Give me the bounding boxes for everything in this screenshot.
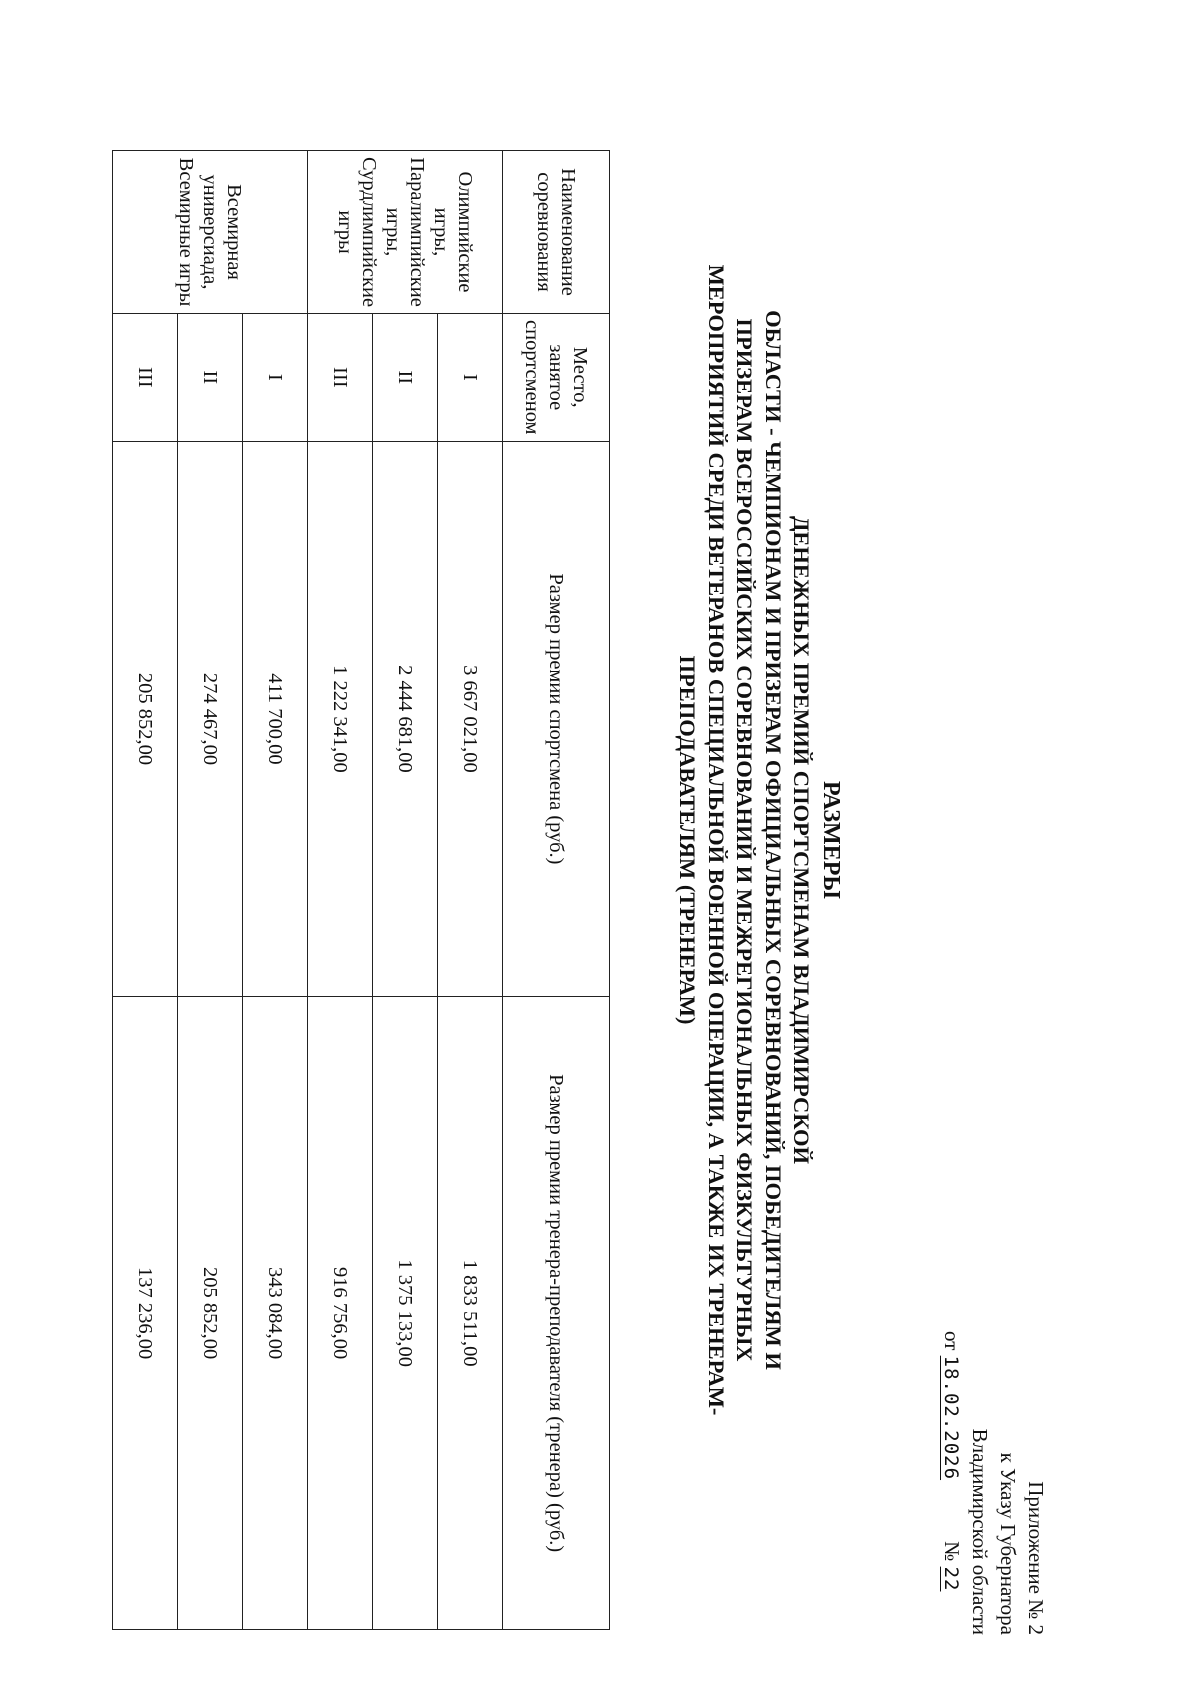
athlete-prize-cell: 3 667 021,00 xyxy=(438,441,503,997)
table-row xyxy=(243,151,308,1630)
athlete-prize-cell: 1 222 341,00 xyxy=(308,441,373,997)
coach-prize-cell: 1 375 133,00 xyxy=(373,997,438,1630)
table-row xyxy=(113,151,178,1630)
coach-prize-cell: 137 236,00 xyxy=(113,997,178,1630)
decree-number: 22 xyxy=(940,1566,962,1592)
athlete-prize-cell: 205 852,00 xyxy=(113,441,178,997)
title-line-5: МЕРОПРИЯТИЙ СРЕДИ ВЕТЕРАНОВ СПЕЦИАЛЬНОЙ ВОЕННОЙ ОПЕРАЦИИ, А ТАКЖЕ ИХ ТРЕНЕРАМ- xyxy=(704,264,729,1416)
coach-prize-cell: 916 756,00 xyxy=(308,997,373,1630)
document-title xyxy=(673,60,845,1620)
header-coach-prize: Размер премии тренера-преподавателя (тренера) (руб.) xyxy=(503,997,610,1630)
place-cell: II xyxy=(178,314,243,441)
decree-date: 18.02.2026 xyxy=(940,1355,962,1481)
competition-universiade: Всемирная универсиада, Всемирные игры xyxy=(113,151,308,314)
number-prefix: № xyxy=(940,1541,964,1562)
coach-prize-cell: 343 084,00 xyxy=(243,997,308,1630)
appendix-region: Владимирской области xyxy=(968,1428,992,1635)
header-place: Место, занятое спортсменом xyxy=(503,314,610,441)
coach-prize-cell: 205 852,00 xyxy=(178,997,243,1630)
appendix-decree: к Указу Губернатора xyxy=(996,1452,1020,1635)
decree-date-line xyxy=(937,1305,966,1635)
date-prefix: от xyxy=(940,1331,964,1351)
place-cell: I xyxy=(243,314,308,441)
appendix-number: Приложение № 2 xyxy=(1024,1481,1048,1635)
table-row xyxy=(308,151,373,1630)
title-line-6: ПРЕПОДАВАТЕЛЯМ (ТРЕНЕРАМ) xyxy=(675,655,701,1025)
table-row xyxy=(178,151,243,1630)
place-cell: II xyxy=(373,314,438,441)
place-cell: I xyxy=(438,314,503,441)
header-athlete-prize: Размер премии спортсмена (руб.) xyxy=(503,441,610,997)
table-row xyxy=(373,151,438,1630)
table-header-row xyxy=(503,151,610,1630)
place-cell: III xyxy=(308,314,373,441)
prize-table xyxy=(112,150,610,1630)
competition-olympic: Олимпийские игры, Паралимпийские игры, Сурдлимпийские игры xyxy=(308,151,503,314)
title-line-1: РАЗМЕРЫ xyxy=(818,781,844,899)
athlete-prize-cell: 274 467,00 xyxy=(178,441,243,997)
title-line-4: ПРИЗЕРАМ ВСЕРОССИЙСКИХ СОРЕВНОВАНИЙ И МЕЖРЕГИОНАЛЬНЫХ ФИЗКУЛЬТУРНЫХ xyxy=(732,318,758,1362)
header-competition: Наименование соревнования xyxy=(503,151,610,314)
appendix-header xyxy=(937,1305,1050,1635)
coach-prize-cell: 1 833 511,00 xyxy=(438,997,503,1630)
athlete-prize-cell: 411 700,00 xyxy=(243,441,308,997)
athlete-prize-cell: 2 444 681,00 xyxy=(373,441,438,997)
title-line-2: ДЕНЕЖНЫХ ПРЕМИЙ СПОРТСМЕНАМ ВЛАДИМИРСКОЙ xyxy=(789,515,815,1165)
title-line-3: ОБЛАСТИ - ЧЕМПИОНАМ И ПРИЗЕРАМ ОФИЦИАЛЬНЫХ СОРЕВНОВАНИЙ, ПОБЕДИТЕЛЯМ И xyxy=(761,310,786,1370)
table-row xyxy=(438,151,503,1630)
place-cell: III xyxy=(113,314,178,441)
